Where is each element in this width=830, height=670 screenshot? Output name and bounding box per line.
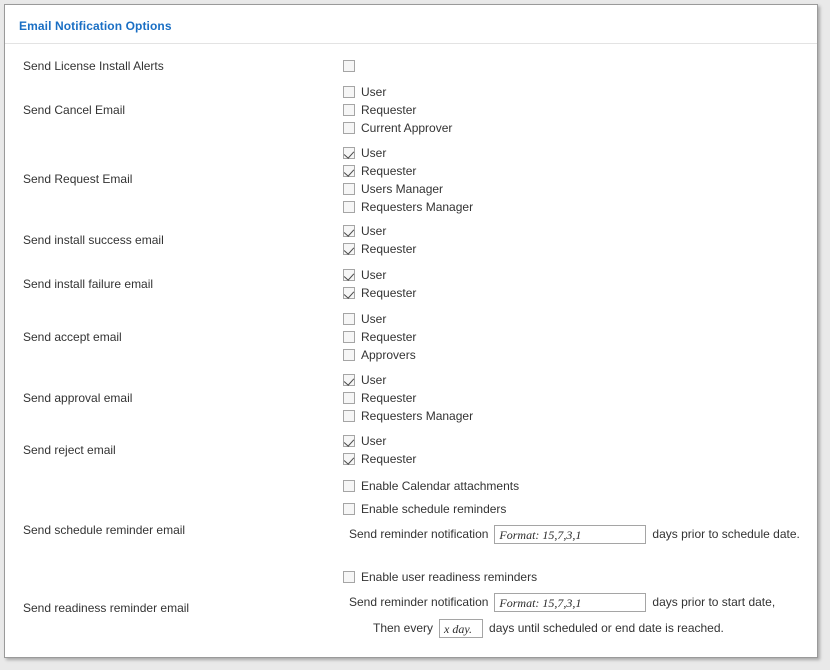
readiness-reminder-days-input[interactable]: Format: 15,7,3,1 — [494, 593, 646, 612]
title-divider — [5, 43, 817, 44]
checkbox-icon[interactable] — [343, 243, 355, 255]
reminder-suffix-label: days prior to start date, — [652, 595, 776, 609]
checkbox-icon[interactable] — [343, 503, 355, 515]
checkbox-label: Users Manager — [361, 182, 444, 196]
checkbox-label: Enable user readiness reminders — [361, 570, 538, 584]
checkbox-label: User — [361, 224, 387, 238]
checkbox-option-requester[interactable] — [343, 101, 452, 119]
checkbox-icon[interactable] — [343, 480, 355, 492]
every-prefix-label: Then every — [373, 621, 434, 635]
checkbox-label: Requester — [361, 103, 417, 117]
checkbox-option-user[interactable] — [343, 432, 416, 450]
checkbox-option-user[interactable] — [343, 266, 416, 284]
checkbox-option-user[interactable] — [343, 83, 452, 101]
readiness-reminder-interval-input[interactable]: x day. — [439, 619, 483, 638]
checkbox-icon[interactable] — [343, 269, 355, 281]
checkbox-label: Enable Calendar attachments — [361, 479, 520, 493]
schedule-reminder-notification-row — [343, 521, 800, 547]
checkbox-icon[interactable] — [343, 313, 355, 325]
checkbox-option-user[interactable] — [343, 144, 473, 162]
checkbox-option-user[interactable] — [343, 310, 416, 328]
row-options — [343, 371, 473, 425]
email-notification-options-panel — [4, 4, 818, 658]
readiness-reminder-notification-row — [343, 589, 775, 615]
checkbox-icon[interactable] — [343, 349, 355, 361]
checkbox-icon[interactable] — [343, 287, 355, 299]
checkbox-label: Requester — [361, 391, 417, 405]
row-label: Send install failure email — [23, 277, 154, 291]
row-options — [343, 222, 416, 258]
checkbox-option-requester[interactable] — [343, 162, 473, 180]
checkbox-label: User — [361, 146, 387, 160]
row-options — [343, 144, 473, 216]
row-label: Send Cancel Email — [23, 103, 126, 117]
checkbox-option-approvers[interactable] — [343, 346, 416, 364]
checkbox-label: Approvers — [361, 348, 416, 362]
checkbox-label: Requester — [361, 164, 417, 178]
checkbox-label: Requester — [361, 452, 417, 466]
row-options — [343, 83, 452, 137]
row-label: Send schedule reminder email — [23, 523, 186, 537]
checkbox-icon[interactable] — [343, 104, 355, 116]
every-suffix-label: days until scheduled or end date is reached. — [489, 621, 724, 635]
checkbox-option-requesters-manager[interactable] — [343, 198, 473, 216]
checkbox-icon[interactable] — [343, 453, 355, 465]
row-options — [343, 432, 416, 468]
checkbox-label: Requester — [361, 330, 417, 344]
row-options — [343, 266, 416, 302]
checkbox-icon[interactable] — [343, 201, 355, 213]
checkbox-option-requester[interactable] — [343, 240, 416, 258]
checkbox-icon[interactable] — [343, 571, 355, 583]
checkbox-label: Current Approver — [361, 121, 453, 135]
checkbox-option-calendar-attachments[interactable] — [343, 475, 800, 497]
checkbox-option-user[interactable] — [343, 371, 473, 389]
checkbox-label: User — [361, 434, 387, 448]
readiness-reminder-every-row — [343, 615, 775, 641]
checkbox-icon[interactable] — [343, 122, 355, 134]
row-options — [343, 565, 775, 641]
row-options — [343, 475, 800, 547]
checkbox-icon[interactable] — [343, 86, 355, 98]
checkbox-label: User — [361, 85, 387, 99]
row-label: Send install success email — [23, 233, 164, 247]
checkbox-option-schedule-reminders[interactable] — [343, 497, 800, 521]
checkbox-option-requester[interactable] — [343, 284, 416, 302]
checkbox-option-requesters-manager[interactable] — [343, 407, 473, 425]
row-label: Send readiness reminder email — [23, 601, 190, 615]
schedule-reminder-days-input[interactable]: Format: 15,7,3,1 — [494, 525, 646, 544]
checkbox-label: Requesters Manager — [361, 200, 474, 214]
checkbox-label: User — [361, 268, 387, 282]
checkbox-icon[interactable] — [343, 392, 355, 404]
checkbox-icon[interactable] — [343, 225, 355, 237]
checkbox-option-user[interactable] — [343, 222, 416, 240]
checkbox-icon[interactable] — [343, 60, 355, 72]
reminder-prefix-label: Send reminder notification — [349, 527, 489, 541]
reminder-suffix-label: days prior to schedule date. — [652, 527, 800, 541]
checkbox-icon[interactable] — [343, 374, 355, 386]
checkbox-icon[interactable] — [343, 331, 355, 343]
row-options — [343, 57, 361, 75]
row-label: Send License Install Alerts — [23, 59, 164, 73]
row-label: Send reject email — [23, 443, 116, 457]
checkbox-option[interactable] — [343, 57, 361, 75]
checkbox-label: Requester — [361, 286, 417, 300]
row-label: Send approval email — [23, 391, 133, 405]
checkbox-label: User — [361, 312, 387, 326]
page-title: Email Notification Options — [19, 19, 172, 33]
checkbox-icon[interactable] — [343, 165, 355, 177]
checkbox-label: Enable schedule reminders — [361, 502, 507, 516]
row-label: Send Request Email — [23, 172, 133, 186]
checkbox-icon[interactable] — [343, 435, 355, 447]
checkbox-icon[interactable] — [343, 147, 355, 159]
checkbox-label: User — [361, 373, 387, 387]
checkbox-icon[interactable] — [343, 410, 355, 422]
checkbox-option-requester[interactable] — [343, 389, 473, 407]
reminder-prefix-label: Send reminder notification — [349, 595, 489, 609]
checkbox-option-requester[interactable] — [343, 328, 416, 346]
checkbox-option-users-manager[interactable] — [343, 180, 473, 198]
checkbox-option-current-approver[interactable] — [343, 119, 452, 137]
row-options — [343, 310, 416, 364]
row-label: Send accept email — [23, 330, 122, 344]
checkbox-icon[interactable] — [343, 183, 355, 195]
checkbox-option-user-readiness-reminders[interactable] — [343, 565, 775, 589]
checkbox-label: Requesters Manager — [361, 409, 474, 423]
checkbox-label: Requester — [361, 242, 417, 256]
checkbox-option-requester[interactable] — [343, 450, 416, 468]
